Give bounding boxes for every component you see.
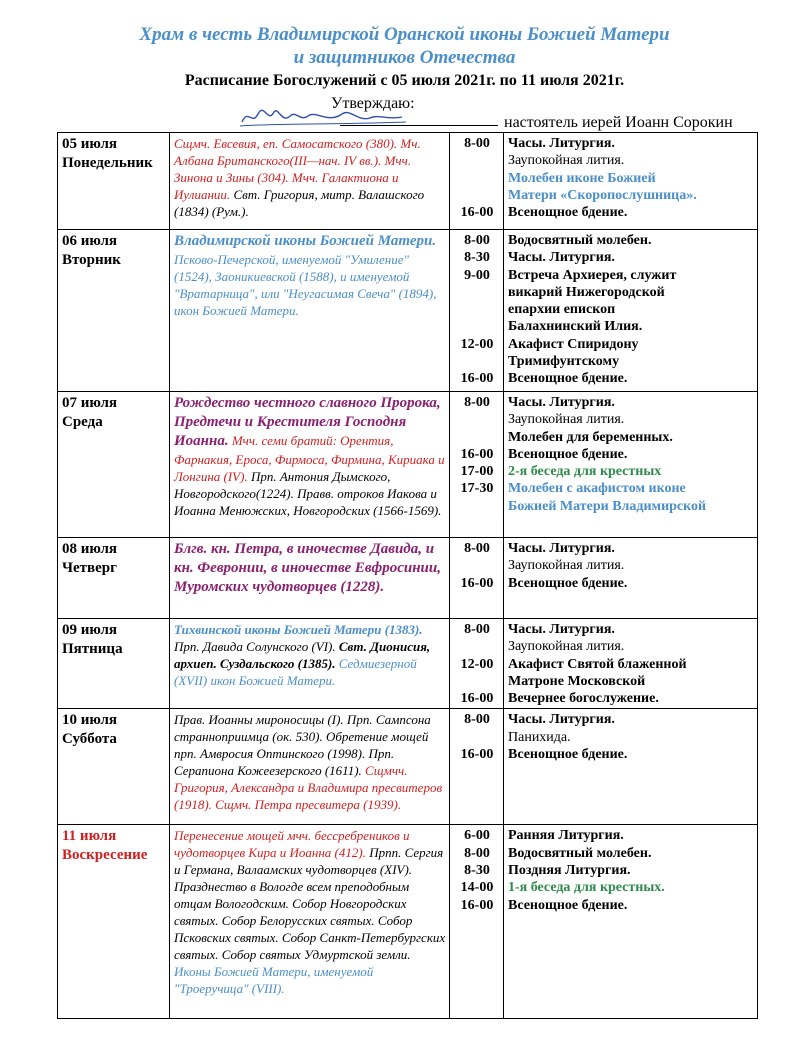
service-time	[454, 429, 500, 446]
service-time: 8-30	[464, 250, 490, 266]
day-date: 06 июля	[62, 233, 118, 249]
schedule-title: Расписание Богослужений с 05 июля 2021г. по 11 июля 2021г.	[184, 72, 625, 89]
service-name: викарий Нижегородской	[508, 284, 665, 300]
service-name: Часы. Литургия.	[508, 136, 615, 151]
schedule-table	[57, 132, 758, 1019]
day-date: 10 июля	[62, 712, 118, 729]
service-time: 16-00	[460, 205, 494, 221]
service-name: Заупокойная лития.	[508, 153, 625, 169]
services-cell	[504, 392, 758, 538]
saints-text: Прпп. Сергия и Германа, Валаамских чудотворцев (XIV). Празднество в Вологде всем преподобным отцам Вологодским. Собор Новгородских святых. Собор Белорусских святых. Собор Псковских святых. Собор Санкт-Петербургских святых. Собор святых Удмуртской земли.	[174, 845, 446, 963]
saints-text: Псково-Печерской, именуемой "Умиление" (1524), Заоникиевской (1588), и именуемой "Вратарница", или "Неугасимая Свеча" (1894), икон Божией Матери.	[174, 252, 437, 318]
saints-text: Владимирской иконы Божией Матери.	[174, 233, 437, 249]
day-weekday: Пятница	[62, 641, 123, 657]
rector-name: настоятель иерей Иоанн Сорокин	[504, 114, 733, 131]
day-date: 08 июля	[62, 541, 118, 557]
saints-text: Тихвинской иконы Божией Матери (1383).	[174, 622, 423, 637]
services-cell	[504, 709, 758, 825]
service-time: 17-30	[460, 481, 494, 497]
services-cell	[504, 619, 758, 709]
service-name: 2-я беседа для крестных	[508, 464, 662, 480]
service-name: Всенощное бдение.	[508, 371, 628, 387]
service-time	[454, 411, 500, 428]
service-name: епархии епископ	[508, 302, 616, 318]
service-time: 17-00	[460, 464, 494, 480]
saints-cell	[170, 230, 450, 392]
service-time: 14-00	[460, 880, 494, 896]
times-cell	[450, 230, 504, 392]
service-time: 16-00	[460, 691, 494, 707]
service-name: Всенощное бдение.	[508, 205, 628, 221]
schedule-row	[58, 825, 758, 1019]
day-date: 05 июля	[62, 136, 118, 152]
saints-text: Сщмч. Евсевия, еп. Самосатского (380). Мч. Албана Британского(III—нач. IV вв.). Мчч. Зинона и Зины (304). Мчч. Галактиона и Иулиании.	[174, 136, 421, 202]
services-cell	[504, 230, 758, 392]
service-time	[454, 284, 500, 301]
day-weekday: Суббота	[62, 731, 117, 748]
day-date: 07 июля	[62, 395, 118, 411]
service-time	[454, 187, 500, 204]
saints-cell	[170, 825, 450, 1019]
service-name: Часы. Литургия.	[508, 250, 615, 266]
day-cell	[58, 230, 170, 392]
service-name: Встреча Архиерея, служит	[508, 267, 677, 283]
service-time	[454, 353, 500, 370]
service-time: 8-00	[464, 395, 490, 410]
day-weekday: Воскресение	[62, 847, 148, 864]
service-name: Балахнинский Илия.	[508, 319, 643, 335]
service-time	[454, 673, 500, 690]
saints-text: Прп. Антония Дымского, Новгородского(1224). Правв. отроков Иакова и Иоанна Менюжских, Новгородских (1566-1569).	[174, 469, 442, 518]
service-time: 8-00	[464, 233, 490, 248]
service-name: Матроне Московской	[508, 673, 646, 689]
saints-cell	[170, 392, 450, 538]
day-cell	[58, 825, 170, 1019]
service-name: 1-я беседа для крестных.	[508, 880, 665, 896]
service-time: 12-00	[460, 656, 494, 672]
saints-text: Свт. Григория, митр. Валашского (1834) (Рум.).	[174, 187, 425, 219]
day-date: 09 июля	[62, 622, 118, 638]
service-name: Заупокойная лития.	[508, 639, 625, 655]
service-name: Тримифунтскому	[508, 354, 620, 370]
approve-label: Утверждаю:	[331, 95, 415, 112]
service-time	[454, 318, 500, 335]
saints-text: Седмиезерной (XVII) икон Божией Матери.	[174, 656, 417, 688]
service-name: Всенощное бдение.	[508, 446, 628, 462]
service-name: Заупокойная лития.	[508, 558, 625, 574]
services-cell	[504, 538, 758, 619]
service-name: Молебен иконе Божией	[508, 170, 656, 186]
service-time: 12-00	[460, 336, 494, 352]
service-time	[454, 515, 500, 532]
service-time: 16-00	[460, 897, 494, 913]
saints-text: Прав. Иоанны мироносицы (I). Прп. Сампсона странноприимца (ок. 530). Обретение мощей прп. Амвросия Оптинского (1998). Прп. Серапиона Кожеезерского (1611).	[174, 712, 431, 779]
service-name: Молебен для беременных.	[508, 429, 673, 445]
service-time: 16-00	[460, 575, 494, 591]
times-cell	[450, 538, 504, 619]
service-name: Часы. Литургия.	[508, 541, 615, 556]
service-name: Заупокойная лития.	[508, 412, 625, 428]
service-time: 6-00	[464, 828, 490, 844]
service-name: Ранняя Литургия.	[508, 828, 624, 844]
service-name: Часы. Литургия.	[508, 395, 615, 410]
saints-text: Иконы Божией Матери, именуемой "Троеручица" (VIII).	[174, 964, 374, 997]
schedule-row	[58, 230, 758, 392]
service-name: Всенощное бдение.	[508, 747, 628, 763]
service-time: 16-00	[460, 747, 494, 763]
day-date: 11 июля	[62, 828, 117, 845]
times-cell	[450, 133, 504, 230]
service-name: Часы. Литургия.	[508, 622, 615, 637]
saints-cell	[170, 133, 450, 230]
schedule-row	[58, 709, 758, 825]
service-name: Молебен с акафистом иконе	[508, 481, 686, 497]
service-time: 8-00	[464, 541, 490, 556]
saints-cell	[170, 709, 450, 825]
church-title-line2: и защитников Отечества	[293, 47, 516, 68]
services-cell	[504, 825, 758, 1019]
service-name: Матери «Скоропослушница».	[508, 187, 697, 203]
service-time	[454, 729, 500, 746]
service-time: 16-00	[460, 446, 494, 462]
day-weekday: Среда	[62, 414, 103, 430]
church-title-line1: Храм в честь Владимирской Оранской иконы Божией Матери	[139, 24, 670, 45]
service-name: Всенощное бдение.	[508, 897, 628, 913]
saints-text: Сщмчч. Григория, Александра и Владимира пресвитеров (1918). Сщмч. Петра пресвитера (1939).	[174, 763, 443, 813]
service-time	[454, 301, 500, 318]
service-name: Акафист Святой блаженной	[508, 656, 687, 672]
saints-text: Мчч. семи братий: Орентия, Фарнакия, Ероса, Фирмоса, Фирмина, Кириака и Лонгина (IV).	[174, 433, 445, 484]
service-time: 8-30	[464, 863, 490, 879]
day-cell	[58, 709, 170, 825]
service-time	[454, 152, 500, 169]
service-time	[454, 170, 500, 187]
day-weekday: Вторник	[62, 252, 121, 268]
service-time: 8-00	[464, 845, 490, 861]
service-name: Поздняя Литургия.	[508, 863, 631, 879]
schedule-row	[58, 619, 758, 709]
day-weekday: Понедельник	[62, 155, 153, 171]
service-name: Всенощное бдение.	[508, 575, 628, 591]
service-time: 8-00	[464, 712, 490, 728]
day-weekday: Четверг	[62, 560, 117, 576]
times-cell	[450, 825, 504, 1019]
service-name: Часы. Литургия.	[508, 712, 615, 728]
times-cell	[450, 392, 504, 538]
service-name: Водосвятный молебен.	[508, 233, 652, 248]
services-cell	[504, 133, 758, 230]
day-cell	[58, 133, 170, 230]
schedule-row	[58, 392, 758, 538]
saints-cell	[170, 538, 450, 619]
day-cell	[58, 392, 170, 538]
service-name: Панихида.	[508, 729, 571, 745]
service-time	[454, 638, 500, 655]
signature-line	[340, 125, 498, 126]
saints-text: Рождество честного славного Пророка, Предтечи и Крестителя Господня Иоанна.	[174, 395, 441, 449]
service-name: Божией Матери Владимирской	[508, 498, 707, 514]
day-cell	[58, 538, 170, 619]
times-cell	[450, 619, 504, 709]
service-time: 8-00	[464, 136, 490, 151]
service-name: Акафист Спиридону	[508, 336, 639, 352]
saints-text: Блгв. кн. Петра, в иночестве Давида, и кн. Февронии, в иночестве Евфросинии, Муромских чудотворцев (1228).	[174, 541, 441, 595]
saints-text: Свт. Дионисия, архиеп. Суздальского (1385).	[174, 639, 431, 671]
service-time	[454, 557, 500, 574]
service-time: 8-00	[464, 622, 490, 637]
service-time	[454, 498, 500, 515]
service-time: 9-00	[464, 267, 490, 283]
saints-cell	[170, 619, 450, 709]
saints-text: Перенесение мощей мчч. бессребреников и чудотворцев Кира и Иоанна (412).	[174, 828, 410, 861]
service-time: 16-00	[460, 371, 494, 387]
times-cell	[450, 709, 504, 825]
saints-text: Прп. Давида Солунского (VI).	[174, 639, 339, 654]
service-name: Вечернее богослужение.	[508, 691, 659, 707]
day-cell	[58, 619, 170, 709]
service-name: Водосвятный молебен.	[508, 845, 652, 861]
schedule-row	[58, 538, 758, 619]
schedule-row	[58, 133, 758, 230]
